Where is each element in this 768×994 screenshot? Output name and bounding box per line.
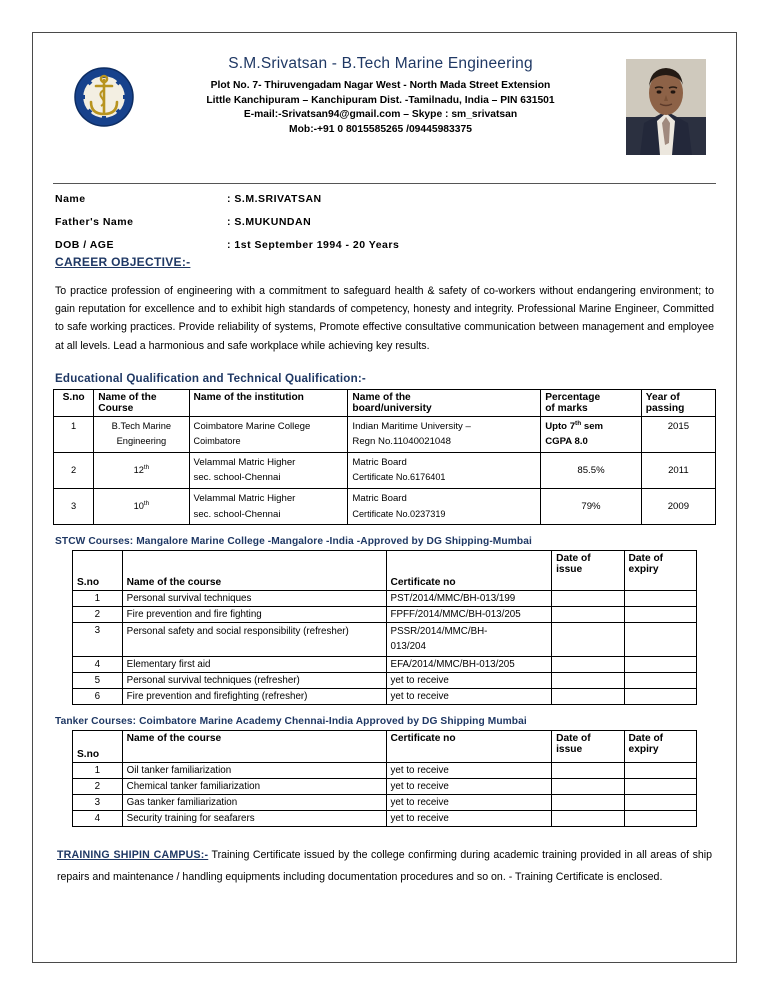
cell-year: 2011 [641,452,715,488]
ship-wheel-anchor-logo [73,66,135,128]
table-row [54,489,716,525]
cell-institution: Coimbatore Marine College Coimbatore [189,416,348,452]
cell-date-of-expiry [624,763,696,779]
cell-percentage: 85.5% [541,452,642,488]
cell-course: Gas tanker familiarization [122,795,386,811]
cell-course: B.Tech Marine Engineering [94,416,189,452]
cell-date-of-expiry [624,795,696,811]
training-section [51,845,718,888]
table-row [54,452,716,488]
cell-board: Indian Maritime University – Regn No.11040021048 [348,416,541,452]
col-sno: S.no [73,731,123,763]
col-certificate-no: Certificate no [386,551,552,591]
cell-sno: 3 [73,623,123,657]
cell-certificate-no: yet to receive [386,689,552,705]
address-line-1: Plot No. 7- Thiruvengadam Nagar West - North Mada Street Extension [210,80,551,91]
detail-value: : S.MUKUNDAN [227,216,312,228]
cell-sno: 3 [73,795,123,811]
cell-sno: 3 [54,489,94,525]
detail-label: DOB / AGE [55,239,114,251]
col-course: Name of the Course [94,389,189,416]
candidate-portrait-photo [626,59,706,155]
col-sno: S.no [54,389,94,416]
table-header-row [54,389,716,416]
cell-date-of-issue [552,689,624,705]
document-header [51,55,718,173]
table-row [73,673,697,689]
detail-row-name [55,193,718,205]
table-row [73,811,697,827]
cell-course: Fire prevention and firefighting (refresher) [122,689,386,705]
table-row [73,623,697,657]
table-row [73,607,697,623]
table-row [73,795,697,811]
cell-certificate-no: yet to receive [386,811,552,827]
cell-date-of-issue [552,779,624,795]
cell-course: Security training for seafarers [122,811,386,827]
cell-course: 10th [94,489,189,525]
cell-course: 12th [94,452,189,488]
detail-row-dob-age [55,239,718,251]
cell-sno: 5 [73,673,123,689]
col-institution: Name of the institution [189,389,348,416]
cell-sno: 1 [54,416,94,452]
stcw-heading: STCW Courses: Mangalore Marine College -Mangalore -India -Approved by DG Shipping-Mumbai [55,536,532,548]
cell-percentage: 79% [541,489,642,525]
tanker-table [72,730,697,827]
cell-certificate-no: yet to receive [386,779,552,795]
table-row [73,689,697,705]
cell-sno: 1 [73,591,123,607]
cell-date-of-issue [552,763,624,779]
cell-course: Elementary first aid [122,657,386,673]
col-board: Name of the board/university [348,389,541,416]
cell-date-of-expiry [624,811,696,827]
education-heading: Educational Qualification and Technical Qualification:- [55,371,366,385]
cell-year: 2015 [641,416,715,452]
cell-course: Oil tanker familiarization [122,763,386,779]
cell-sno: 1 [73,763,123,779]
cell-date-of-issue [552,795,624,811]
col-certificate-no: Certificate no [386,731,552,763]
col-date-of-issue: Date of issue [552,551,624,591]
career-objective-text: To practice profession of engineering with a commitment to safeguard health & safety of co-workers without endangering environment; to gain reputation for excellence and to exhibit high standards of competency, honesty and integrity. Professional Marine Engineer, Committed to safe working practices. Provide reliability of systems, Promote effective consultative communication between management and employee at all levels. Lead a harmonious and safe workplace while achieving key results. [55,285,714,352]
cell-sno: 4 [73,657,123,673]
stcw-table [72,550,697,705]
table-row [73,591,697,607]
cell-date-of-expiry [624,607,696,623]
page-title: S.M.Srivatsan - B.Tech Marine Engineering [228,55,533,72]
cell-board: Matric Board Certificate No.6176401 [348,452,541,488]
cell-course: Personal safety and social responsibility (refresher) [122,623,386,657]
tanker-heading: Tanker Courses: Coimbatore Marine Academy Chennai-India Approved by DG Shipping Mumbai [55,716,527,728]
cell-percentage: Upto 7th sem CGPA 8.0 [541,416,642,452]
header-divider [53,183,716,184]
cell-date-of-expiry [624,673,696,689]
col-year: Year of passing [641,389,715,416]
cell-course: Personal survival techniques [122,591,386,607]
detail-value: : 1st September 1994 - 20 Years [227,239,400,251]
table-row [54,416,716,452]
cell-date-of-issue [552,657,624,673]
cell-certificate-no: yet to receive [386,673,552,689]
cell-institution: Velammal Matric Higher sec. school-Chennai [189,489,348,525]
cell-date-of-issue [552,623,624,657]
cell-sno: 2 [54,452,94,488]
cell-date-of-expiry [624,623,696,657]
cell-course: Personal survival techniques (refresher) [122,673,386,689]
cell-date-of-expiry [624,657,696,673]
col-course: Name of the course [122,551,386,591]
col-date-of-expiry: Date of expiry [624,731,696,763]
cell-course: Chemical tanker familiarization [122,779,386,795]
career-objective-heading: CAREER OBJECTIVE:- [55,255,191,269]
cell-certificate-no: yet to receive [386,763,552,779]
detail-label: Name [55,193,86,205]
cell-date-of-expiry [624,689,696,705]
education-table [53,389,716,525]
cell-sno: 2 [73,607,123,623]
table-row [73,763,697,779]
cell-board: Matric Board Certificate No.0237319 [348,489,541,525]
cell-date-of-issue [552,811,624,827]
col-course: Name of the course [122,731,386,763]
table-header-row [73,551,697,591]
resume-page [32,32,737,963]
training-heading: TRAINING SHIPIN CAMPUS:- [57,849,209,862]
training-text: Training Certificate issued by the college confirming during academic training provided in all areas of ship repairs and maintenance / handling equipments including documentation procedures and so on. - Training Certificate is enclosed. [57,849,713,884]
cell-certificate-no: PSSR/2014/MMC/BH- 013/204 [386,623,552,657]
address-line-3: E-mail:-Srivatsan94@gmail.com – Skype : sm_srivatsan [243,109,518,121]
cell-course: Fire prevention and fire fighting [122,607,386,623]
table-header-row [73,731,697,763]
cell-date-of-expiry [624,779,696,795]
cell-date-of-expiry [624,591,696,607]
cell-institution: Velammal Matric Higher sec. school-Chennai [189,452,348,488]
cell-date-of-issue [552,607,624,623]
cell-date-of-issue [552,591,624,607]
col-sno: S.no [73,551,123,591]
table-row [73,779,697,795]
cell-certificate-no: EFA/2014/MMC/BH-013/205 [386,657,552,673]
col-percentage: Percentage of marks [541,389,642,416]
detail-label: Father's Name [55,216,134,228]
table-row [73,657,697,673]
personal-details [51,193,718,269]
cell-sno: 2 [73,779,123,795]
cell-certificate-no: yet to receive [386,795,552,811]
cell-certificate-no: FPFF/2014/MMC/BH-013/205 [386,607,552,623]
detail-row-fathers-name [55,216,718,228]
cell-sno: 4 [73,811,123,827]
cell-sno: 6 [73,689,123,705]
cell-date-of-issue [552,673,624,689]
col-date-of-expiry: Date of expiry [624,551,696,591]
address-line-4: Mob:-+91 0 8015585265 /09445983375 [289,123,472,135]
cell-certificate-no: PST/2014/MMC/BH-013/199 [386,591,552,607]
detail-value: : S.M.SRIVATSAN [227,193,322,205]
address-line-2: Little Kanchipuram – Kanchipuram Dist. -Tamilnadu, India – PIN 631501 [206,94,555,106]
cell-year: 2009 [641,489,715,525]
col-date-of-issue: Date of issue [552,731,624,763]
